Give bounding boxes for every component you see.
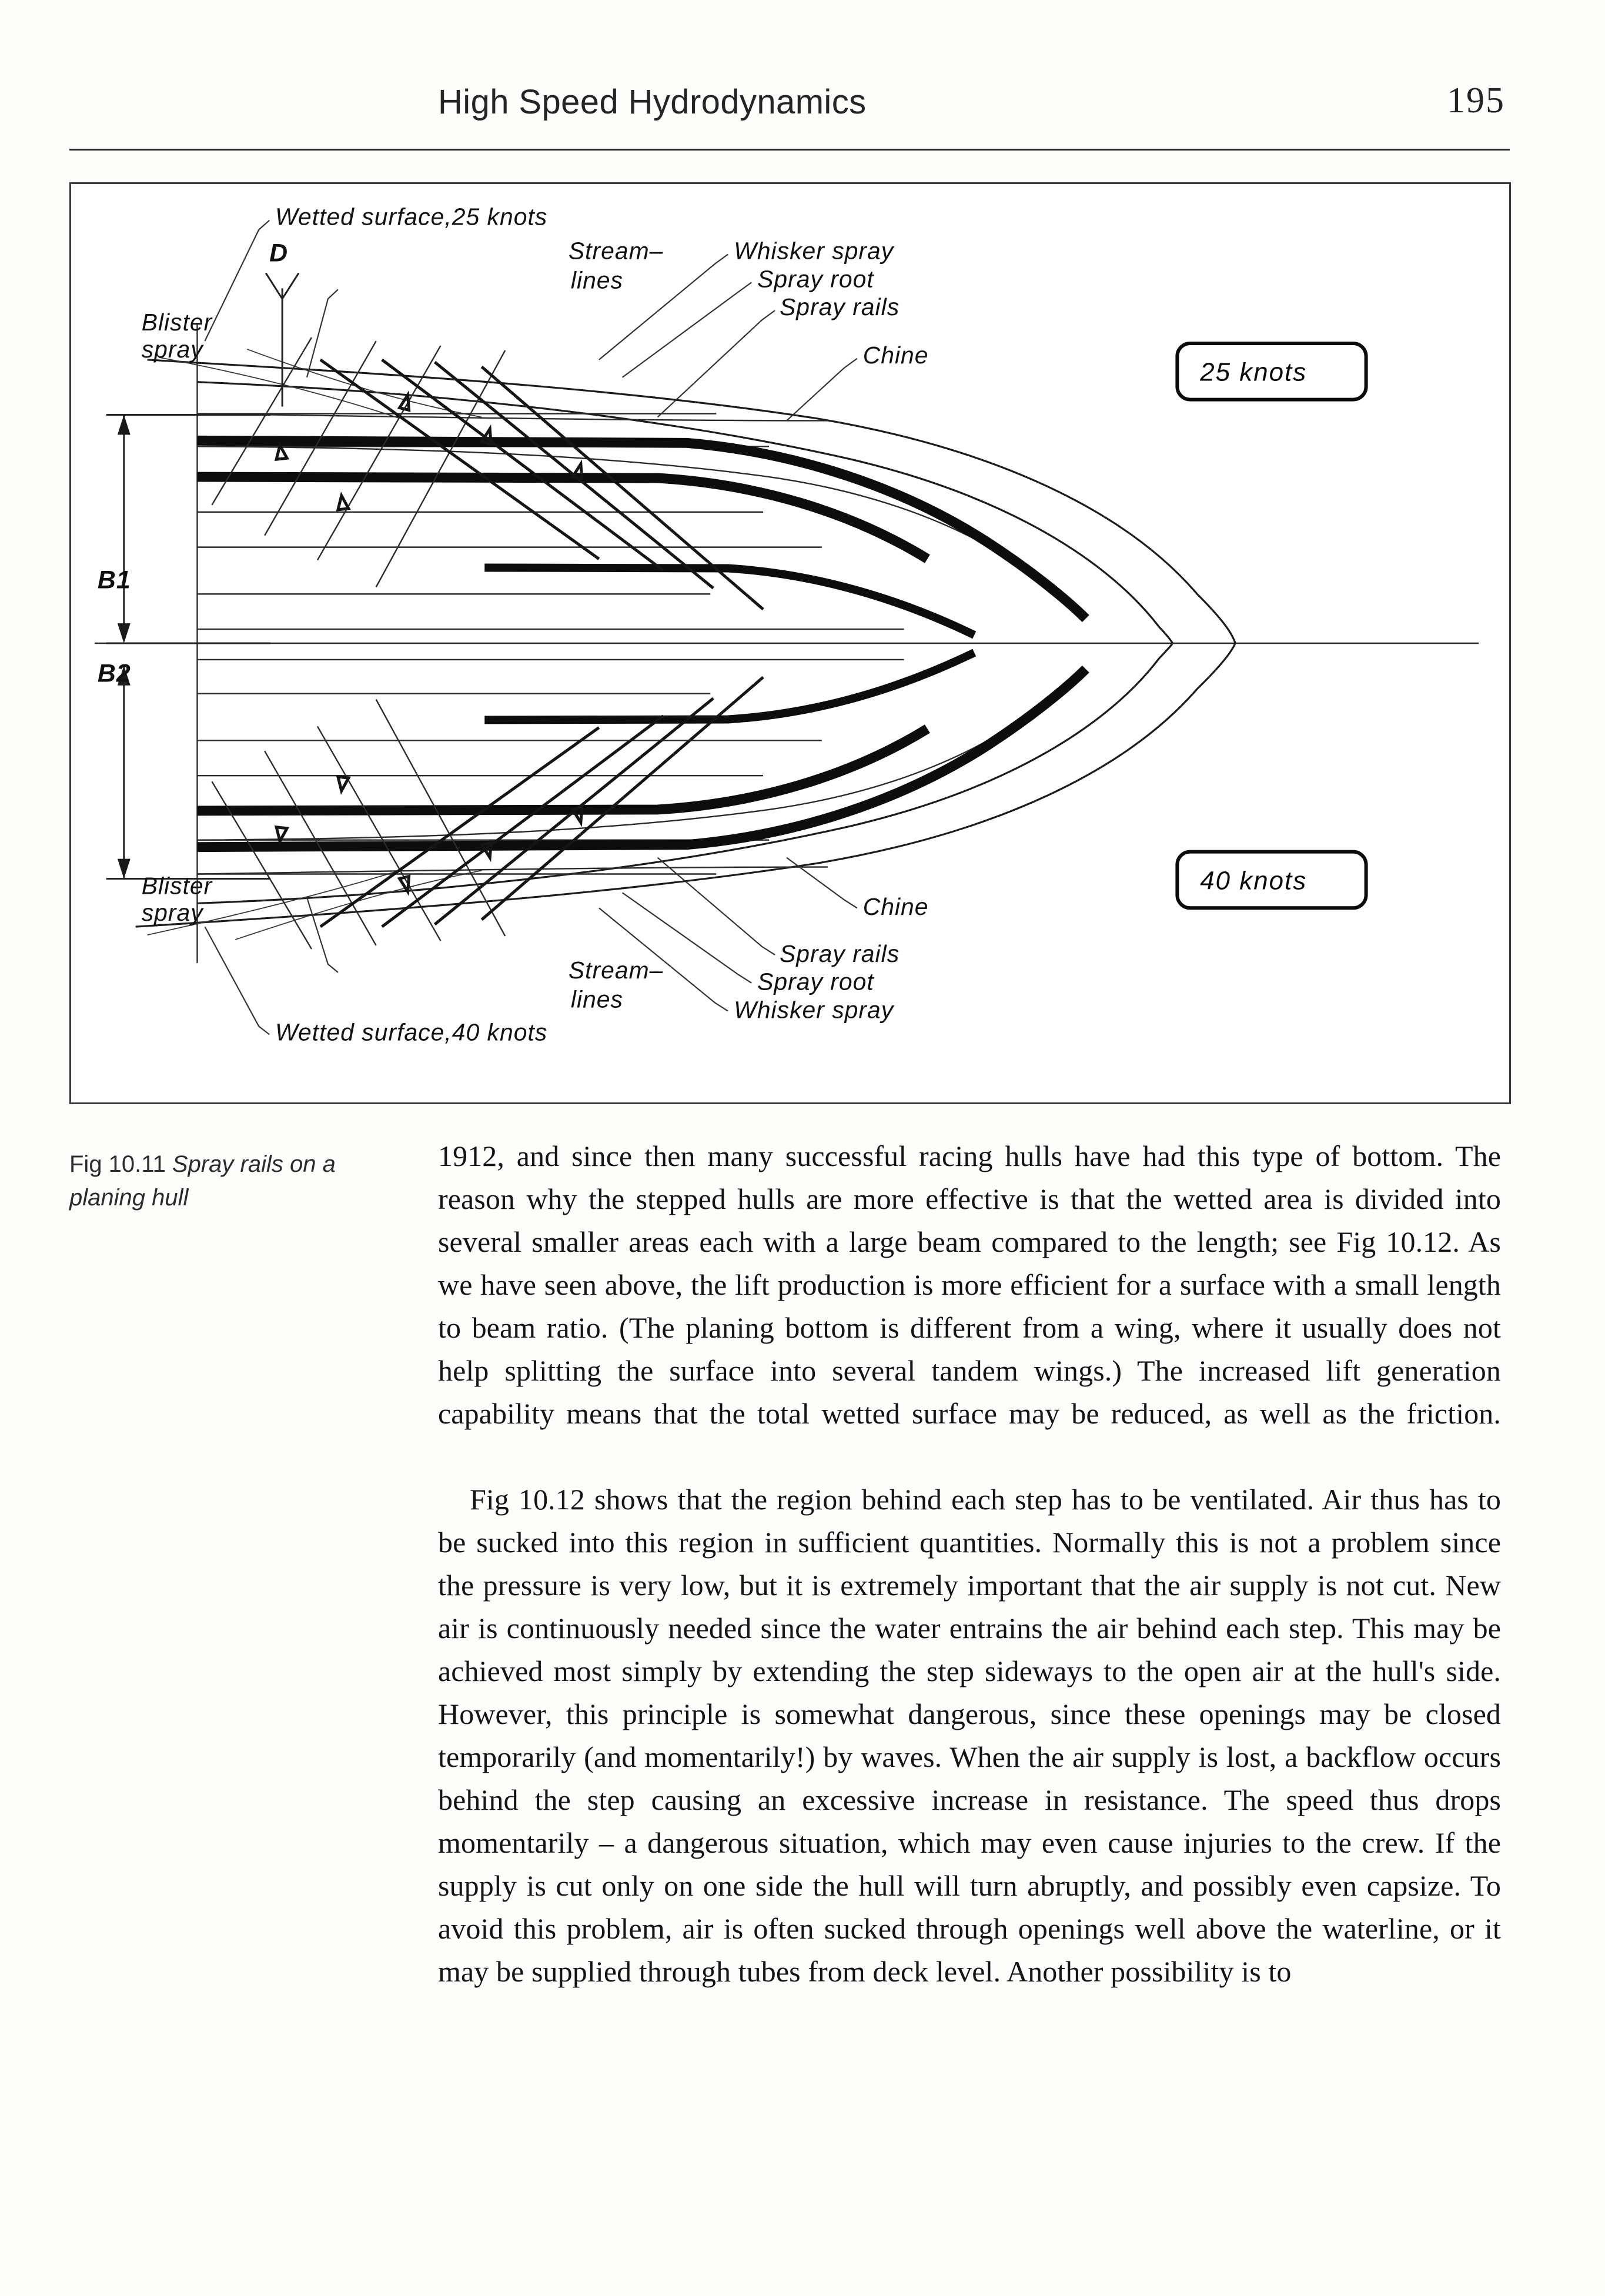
label-draft: D: [269, 239, 289, 268]
label-blister-spray-upper-1: Blister: [141, 309, 213, 336]
label-whisker-spray-lower: Whisker spray: [734, 996, 894, 1024]
label-chine-lower: Chine: [862, 893, 929, 921]
upper-hull-half: [148, 337, 1235, 643]
spray-rails-diagram: [71, 184, 1509, 1102]
running-head-title: High Speed Hydrodynamics: [438, 83, 867, 121]
label-b2: B2: [97, 659, 131, 688]
label-wetted-surface-upper: Wetted surface,25 knots: [275, 203, 548, 230]
running-head: [0, 82, 1605, 135]
figure-caption-text: Spray rails on a planing hull: [69, 1151, 336, 1211]
body-text-column: [438, 1135, 1501, 1993]
page-number: 195: [1447, 81, 1505, 121]
wetted-surface-upper: [197, 414, 827, 421]
label-blister-spray-lower-2: spray: [141, 899, 203, 927]
wetted-surface-lower: [197, 867, 827, 874]
label-wetted-surface-lower: Wetted surface,40 knots: [275, 1018, 548, 1046]
figure-caption-number: Fig 10.11: [69, 1151, 172, 1177]
label-blister-spray-lower-1: Blister: [141, 872, 213, 900]
labels-lower: [142, 872, 929, 1045]
label-stream-lower: Stream–: [568, 956, 664, 984]
label-spray-root-lower: Spray root: [757, 968, 874, 995]
speed-badge-40-label: 40 knots: [1200, 866, 1308, 895]
speed-badge-25-label: 25 knots: [1200, 357, 1308, 387]
label-spray-root-upper: Spray root: [757, 265, 874, 293]
speed-badge-40: [1177, 852, 1366, 908]
label-spray-rails-upper: Spray rails: [780, 293, 900, 321]
chine-lower: [197, 643, 1172, 903]
header-rule: [69, 149, 1510, 151]
label-chine-upper: Chine: [862, 341, 929, 369]
label-blister-spray-upper-2: spray: [141, 335, 203, 363]
labels-upper: [142, 203, 929, 369]
label-lines-upper: lines: [570, 266, 624, 294]
figure-caption: [69, 1148, 375, 1215]
speed-badge-25: [1177, 343, 1366, 400]
spray-rail-upper-3: [484, 567, 974, 635]
label-stream-upper: Stream–: [568, 237, 664, 265]
spray-rail-lower-3: [484, 653, 974, 720]
body-paragraph-2: Fig 10.12 shows that the region behind each step has to be ventilated. Air thus has to be sucked into this region in sufficient quantities. Normally this is not a problem since the pressure is very low, but it is extremely important that the air supply is not cut. New air is continuously needed since the water entrains the air behind each step. This may be achieved most simply by extending the step sideways to the open air at the hull's side. However, this principle is somewhat dangerous, since these openings may be closed temporarily (and momentarily!) by waves. When the air supply is lost, a backflow occurs behind the step causing an excessive increase in resistance. The speed thus drops momentarily – a dangerous situation, which may even cause injuries to the crew. If the supply is cut only on one side the hull will turn abruptly, and possibly even capsize. To avoid this problem, air is often sucked through openings well above the waterline, or it may be supplied through tubes from deck level. Another possibility is to: [438, 1483, 1501, 1988]
figure-10-11-frame: [69, 182, 1511, 1104]
label-spray-rails-lower: Spray rails: [780, 940, 900, 967]
label-whisker-spray-upper: Whisker spray: [734, 237, 894, 265]
body-paragraph-1: 1912, and since then many successful racing hulls have had this type of bottom. The reason why the stepped hulls are more effective is that the wetted area is divided into several smaller areas each with a large beam compared to the length; see Fig 10.12. As we have seen above, the lift production is more efficient for a surface with a small length to beam ratio. (The planing bottom is different from a wing, where it usually does not help splitting the surface into several tandem wings.) The increased lift generation capability means that the total wetted surface may be reduced, as well as the friction.: [438, 1139, 1501, 1430]
label-b1: B1: [97, 566, 131, 594]
label-lines-lower: lines: [570, 985, 624, 1013]
lower-hull-half: [136, 643, 1235, 949]
